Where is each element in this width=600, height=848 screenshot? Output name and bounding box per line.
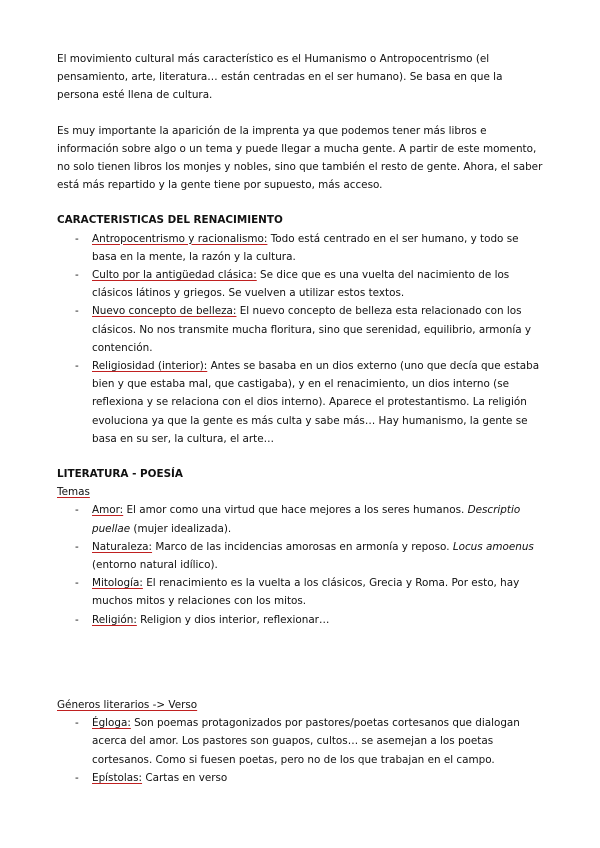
list-item-after: (mujer idealizada). <box>130 522 232 535</box>
list-item-term: Amor: <box>92 504 124 517</box>
list-item-text: Se dice que es una vuelta del nacimiento de los clásicos látinos y griegos. Se vuelven a utilizar estos textos. <box>92 269 510 300</box>
list-item: - Mitología: El renacimiento es la vuelta a los clásicos, Grecia y Roma. Por esto, hay muchos mitos y relaciones con los mitos. <box>75 577 520 608</box>
list-item-text: El renacimiento es la vuelta a los clásicos, Grecia y Roma. Por esto, hay muchos mitos y relaciones con los mitos. <box>92 577 520 608</box>
list-item-text: Todo está centrado en el ser humano, y todo se basa en la mente, la razón y la cultura. <box>92 232 519 263</box>
subheading-temas: Temas <box>57 486 90 499</box>
list-item-term: Naturaleza: <box>92 540 153 553</box>
list-item-text: El nuevo concepto de belleza esta relacionado con los clásicos. No nos transmite mucha floritura, sino que serenidad, equilibrio, armonía y contención. <box>92 305 532 354</box>
list-item: - Nuevo concepto de belleza: El nuevo concepto de belleza esta relacionado con los clásicos. No nos transmite mucha floritura, sino que serenidad, equilibrio, armonía y contención. <box>75 305 532 354</box>
list-item-term: Religiosidad (interior): <box>92 360 208 373</box>
list-item-italic: Descriptio puellae <box>92 504 521 535</box>
list-item-text: Religion y dios interior, reflexionar… <box>136 613 330 626</box>
intro-paragraph-1: El movimiento cultural más característico es el Humanismo o Antropocentrismo (el pensamiento, arte, literatura… están centradas en el ser humano). Se basa en que la persona esté llena de cultura. <box>57 53 503 102</box>
document-page <box>57 50 544 787</box>
list-item-term: Mitología: <box>92 577 143 590</box>
list-item: - Égloga: Son poemas protagonizados por pastores/poetas cortesanos que dialogan acerca del amor. Los pastores son guapos, cultos… se asemejan a los poetas cortesanos. Como si fuesen poetas, pero no de los que trabajan en el campo. <box>75 717 520 766</box>
list-item: - Naturaleza: Marco de las incidencias amorosas en armonía y reposo. Locus amoenus (entorno natural idílico). <box>75 540 534 572</box>
list-item-term: Égloga: <box>92 717 131 730</box>
list-item-term: Culto por la antigüedad clásica: <box>92 269 257 282</box>
list-item: - Culto por la antigüedad clásica: Se dice que es una vuelta del nacimiento de los clásicos látinos y griegos. Se vuelven a utilizar estos textos. <box>75 269 510 300</box>
list-item-text: Antes se basaba en un dios externo (uno que decía que estaba bien y que estaba mal, que castigaba), y en el renacimiento, un dios interno (se reflexiona y se relaciona con el dios interno). Aparece el protestantismo. La religión evoluciona ya que la gente es más culta y sabe más… Hay humanismo, la gente se basa en su ser, la cultura, el arte… <box>92 360 540 445</box>
list-item-text: Cartas en verso <box>142 771 228 784</box>
list-item-text: Son poemas protagonizados por pastores/poetas cortesanos que dialogan acerca del amor. Los pastores son guapos, cultos… se asemejan a los poetas cortesanos. Como si fuesen poetas, pero no de los que trabajan en el campo. <box>92 717 520 766</box>
caracteristicas-list <box>57 230 544 448</box>
list-item-text: El amor como una virtud que hace mejores a los seres humanos. <box>123 504 468 517</box>
generos-list <box>57 714 544 787</box>
list-item: - Amor: El amor como una virtud que hace mejores a los seres humanos. Descriptio puellae (mujer idealizada). <box>75 504 521 535</box>
intro-paragraph-2: Es muy importante la aparición de la imprenta ya que podemos tener más libros e información sobre algo o un tema y puede llegar a mucha gente. A partir de este momento, no solo tienen libros los monjes y nobles, sino que también el resto de gente. Ahora, el saber está más repartido y la gente tiene por supuesto, más acceso. <box>57 124 543 192</box>
list-item-text: Marco de las incidencias amorosas en armonía y reposo. <box>152 540 453 553</box>
list-item: - Antropocentrismo y racionalismo: Todo está centrado en el ser humano, y todo se basa en la mente, la razón y la cultura. <box>75 232 519 263</box>
list-item-italic: Locus amoenus <box>452 540 534 553</box>
list-item-after: (entorno natural idílico). <box>92 559 218 572</box>
section-heading-literatura: LITERATURA - POESÍA <box>57 468 183 481</box>
subheading-generos: Géneros literarios -> Verso <box>57 698 198 711</box>
list-item: - Religión: Religion y dios interior, reflexionar… <box>75 613 330 626</box>
section-heading-caracteristicas: CARACTERISTICAS DEL RENACIMIENTO <box>57 214 283 227</box>
list-item-term: Antropocentrismo y racionalismo: <box>92 232 268 245</box>
list-item: - Epístolas: Cartas en verso <box>75 771 228 784</box>
list-item-term: Religión: <box>92 613 137 626</box>
list-item-term: Epístolas: <box>92 771 143 784</box>
list-item-term: Nuevo concepto de belleza: <box>92 305 237 318</box>
temas-list <box>57 501 544 628</box>
list-item: - Religiosidad (interior): Antes se basaba en un dios externo (uno que decía que estaba bien y que estaba mal, que castigaba), y en el renacimiento, un dios interno (se reflexiona y se relaciona con el dios interno). Aparece el protestantismo. La religión evoluciona ya que la gente es más culta y sabe más… Hay humanismo, la gente se basa en su ser, la cultura, el arte… <box>75 360 540 445</box>
